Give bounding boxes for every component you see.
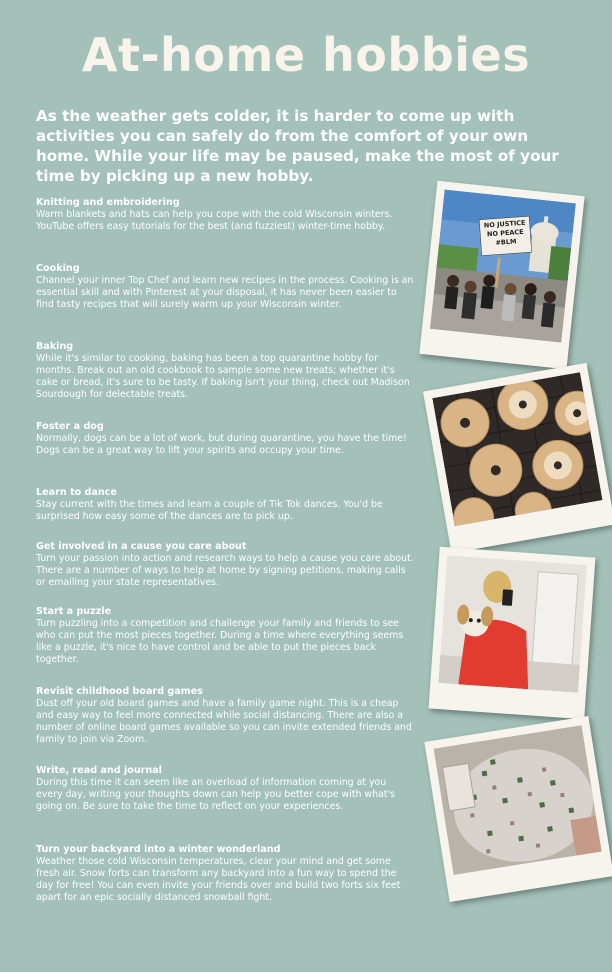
hobby-heading: Turn your backyard into a winter wonderland [36, 844, 281, 855]
hobby-body: Channel your inner Top Chef and learn new recipes in the process. Cooking is an essential skill and with Pinterest at your disposal, it has never been easier to find tasty recipes that will surely warm up your Wisconsin winter. [36, 275, 414, 310]
hobby-heading: Foster a dog [36, 421, 104, 432]
hobby-section [36, 197, 414, 233]
hobby-heading: Baking [36, 341, 74, 352]
hobby-body: Stay current with the times and learn a couple of Tik Tok dances. You'd be surprised how easy some of the dances are to pick up. [36, 499, 383, 522]
protest-sign [479, 218, 531, 248]
hobby-body: Normally, dogs can be a lot of work, but during quarantine, you have the time! Dogs can be a great way to lift your spirits and occupy your time. [36, 433, 407, 456]
hobby-heading: Write, read and journal [36, 765, 162, 776]
dog-selfie-photo [429, 547, 596, 719]
hobby-body: Turn puzzling into a competition and challenge your family and friends to see who can put the most pieces together. During a time where everything seems like a puzzle, it's nice to have control and be able to put the pieces back together. [36, 618, 404, 665]
hobby-heading: Knitting and embroidering [36, 197, 180, 208]
hobby-section [36, 263, 414, 311]
sign-line: NO PEACE [486, 227, 524, 239]
hobby-heading: Cooking [36, 263, 80, 274]
hobby-heading: Revisit childhood board games [36, 686, 203, 697]
hobby-section [36, 341, 414, 401]
hobby-section [36, 844, 414, 904]
hobby-section [36, 421, 414, 457]
hobby-section [36, 487, 414, 523]
sign-line: NO JUSTICE [483, 218, 526, 230]
hobby-body: Weather those cold Wisconsin temperatures, clear your mind and get some fresh air. Snow forts can transform any backyard into a fun way to spend the day for free! You can even invite your friends over and build two forts six feet apart for an epic socially distanced snowball fight. [36, 856, 401, 903]
hobby-section [36, 541, 414, 589]
hobby-section [36, 606, 414, 666]
hobby-heading: Learn to dance [36, 487, 117, 498]
sign-line: #BLM [495, 237, 517, 247]
intro-paragraph: As the weather gets colder, it is harder to come up with activities you can safely do from the comfort of your own home. While your life may be paused, make the most of your time by picking up a new hobby. [36, 107, 559, 185]
hobby-body: Turn your passion into action and research ways to help a cause you care about. There are a number of ways to help at home by signing petitions, making calls or emailing your state representatives. [36, 553, 414, 588]
bagels-photo [423, 363, 612, 553]
puzzle-photo [424, 716, 612, 902]
hobby-heading: Get involved in a cause you care about [36, 541, 247, 552]
page-title: At-home hobbies [81, 28, 531, 82]
hobby-section [36, 765, 414, 813]
hobby-body: While it's similar to cooking, baking has been a top quarantine hobby for months. Break out an old cookbook to sample some new treats; whether it's cake or bread, it's sure to be tasty. If baking isn't your thing, check out Madison Sourdough for delectable treats. [36, 353, 410, 400]
hobby-body: During this time it can seem like an overload of information coming at you every day, writing your thoughts down can help you better cope with what's going on. Be sure to take the time to reflect on your experiences. [36, 777, 395, 812]
hobby-section [36, 686, 414, 746]
hobby-body: Warm blankets and hats can help you cope with the cold Wisconsin winters. YouTube offers easy tutorials for the best (and fuzziest) winter-time hobby. [36, 209, 393, 232]
protest-photo [419, 181, 584, 370]
hobby-body: Dust off your old board games and have a family game night. This is a cheap and easy way to feel more connected while social distancing. There are also a number of online board games available so you can invite extended friends and family to join via Zoom. [36, 698, 412, 745]
hobby-heading: Start a puzzle [36, 606, 112, 617]
